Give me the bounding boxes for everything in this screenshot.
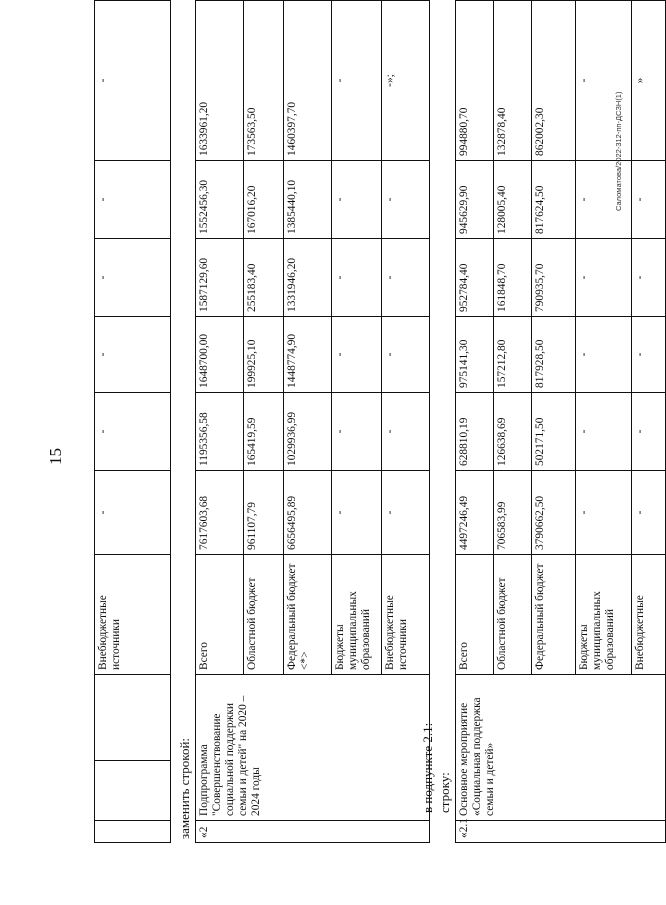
page-number: 15 — [46, 448, 65, 465]
value-cell: - — [332, 1, 382, 161]
value-cell: 157212,80 — [494, 317, 532, 393]
source-cell: Федеральный бюджет — [532, 555, 576, 675]
value-cell: 862002,30 — [532, 1, 576, 161]
value-cell: 4497246,49 — [456, 471, 494, 555]
source-cell: Федеральный бюджет <*> — [284, 555, 332, 675]
value-cell: 126638,69 — [494, 393, 532, 471]
source-cell: Всего — [456, 555, 494, 675]
table-cell — [95, 675, 171, 761]
source-cell: Бюджеты муниципальных образований — [332, 555, 382, 675]
table-row — [95, 1, 171, 843]
value-cell: -»; — [382, 1, 430, 161]
budget-table-fragment — [94, 0, 171, 843]
value-cell: 952784,40 — [456, 239, 494, 317]
value-cell: 1331946,20 — [284, 239, 332, 317]
value-cell: - — [332, 239, 382, 317]
table-row — [456, 1, 494, 843]
value-cell: - — [576, 317, 632, 393]
value-cell: 628810,19 — [456, 393, 494, 471]
value-cell: 7617603,68 — [196, 471, 244, 555]
source-cell: Внебюджетные источники — [382, 555, 430, 675]
value-cell: 1029936,99 — [284, 393, 332, 471]
program-name: Основное мероприятие «Социальная поддержка семьи и детей» — [456, 675, 666, 821]
source-cell: Областной бюджет — [494, 555, 532, 675]
value-cell: » — [632, 1, 666, 161]
value-cell: 1195356,58 — [196, 393, 244, 471]
value-cell: - — [95, 471, 171, 555]
value-cell: - — [576, 471, 632, 555]
source-cell: Внебюджетные источники — [95, 555, 171, 675]
value-cell: - — [382, 471, 430, 555]
value-cell: 3790662,50 — [532, 471, 576, 555]
value-cell: 167016,20 — [244, 161, 284, 239]
value-cell: - — [332, 393, 382, 471]
row-number: «2.1 — [456, 821, 666, 843]
value-cell: 199925,10 — [244, 317, 284, 393]
value-cell: 945629,90 — [456, 161, 494, 239]
value-cell: - — [576, 1, 632, 161]
value-cell: - — [95, 317, 171, 393]
value-cell: 165419,59 — [244, 393, 284, 471]
table-cell — [95, 821, 171, 843]
value-cell: 1460397,70 — [284, 1, 332, 161]
value-cell: 132878,40 — [494, 1, 532, 161]
value-cell: 706583,99 — [494, 471, 532, 555]
document-id: Саломатова/2022-312-пп-ДСЗН(1) — [614, 91, 623, 211]
value-cell: 128005,40 — [494, 161, 532, 239]
value-cell: - — [576, 239, 632, 317]
line-label: строку: — [437, 772, 452, 813]
value-cell: 255183,40 — [244, 239, 284, 317]
value-cell: 502171,50 — [532, 393, 576, 471]
value-cell: - — [95, 161, 171, 239]
value-cell: - — [576, 161, 632, 239]
value-cell: - — [95, 393, 171, 471]
value-cell: - — [95, 239, 171, 317]
program-name: Подпрограмма "Совершенствование социальной поддержки семьи и детей" на 2020 – 2024 годы — [196, 675, 430, 821]
value-cell: 817624,50 — [532, 161, 576, 239]
subprogram-budget-table — [195, 0, 430, 843]
value-cell: 1587129,60 — [196, 239, 244, 317]
value-cell: 790935,70 — [532, 239, 576, 317]
value-cell: 1385440,10 — [284, 161, 332, 239]
value-cell: - — [632, 161, 666, 239]
subpoint-label: в подпункте 2.1: — [420, 722, 435, 813]
source-cell: Бюджеты муниципальных образований — [576, 555, 632, 675]
table-cell — [95, 761, 171, 821]
value-cell: - — [382, 161, 430, 239]
value-cell: 173563,50 — [244, 1, 284, 161]
value-cell: 817928,50 — [532, 317, 576, 393]
value-cell: - — [576, 393, 632, 471]
value-cell: 1448774,90 — [284, 317, 332, 393]
value-cell: - — [332, 471, 382, 555]
value-cell: 1633961,20 — [196, 1, 244, 161]
value-cell: - — [332, 317, 382, 393]
source-cell: Областной бюджет — [244, 555, 284, 675]
value-cell: 994880,70 — [456, 1, 494, 161]
value-cell: 6656495,89 — [284, 471, 332, 555]
value-cell: - — [332, 161, 382, 239]
source-cell: Всего — [196, 555, 244, 675]
value-cell: 961107,79 — [244, 471, 284, 555]
value-cell: - — [632, 317, 666, 393]
value-cell: 1648700,00 — [196, 317, 244, 393]
value-cell: - — [382, 239, 430, 317]
value-cell: - — [632, 471, 666, 555]
value-cell: - — [95, 1, 171, 161]
activity-budget-table — [455, 0, 666, 843]
replace-label: заменить строкой: — [177, 737, 192, 839]
table-row — [196, 1, 244, 843]
value-cell: - — [382, 317, 430, 393]
value-cell: - — [632, 239, 666, 317]
source-cell: Внебюджетные — [632, 555, 666, 675]
value-cell: - — [382, 393, 430, 471]
row-number: «2 — [196, 821, 430, 843]
value-cell: 161848,70 — [494, 239, 532, 317]
value-cell: - — [632, 393, 666, 471]
value-cell: 975141,30 — [456, 317, 494, 393]
value-cell: 1552456,30 — [196, 161, 244, 239]
